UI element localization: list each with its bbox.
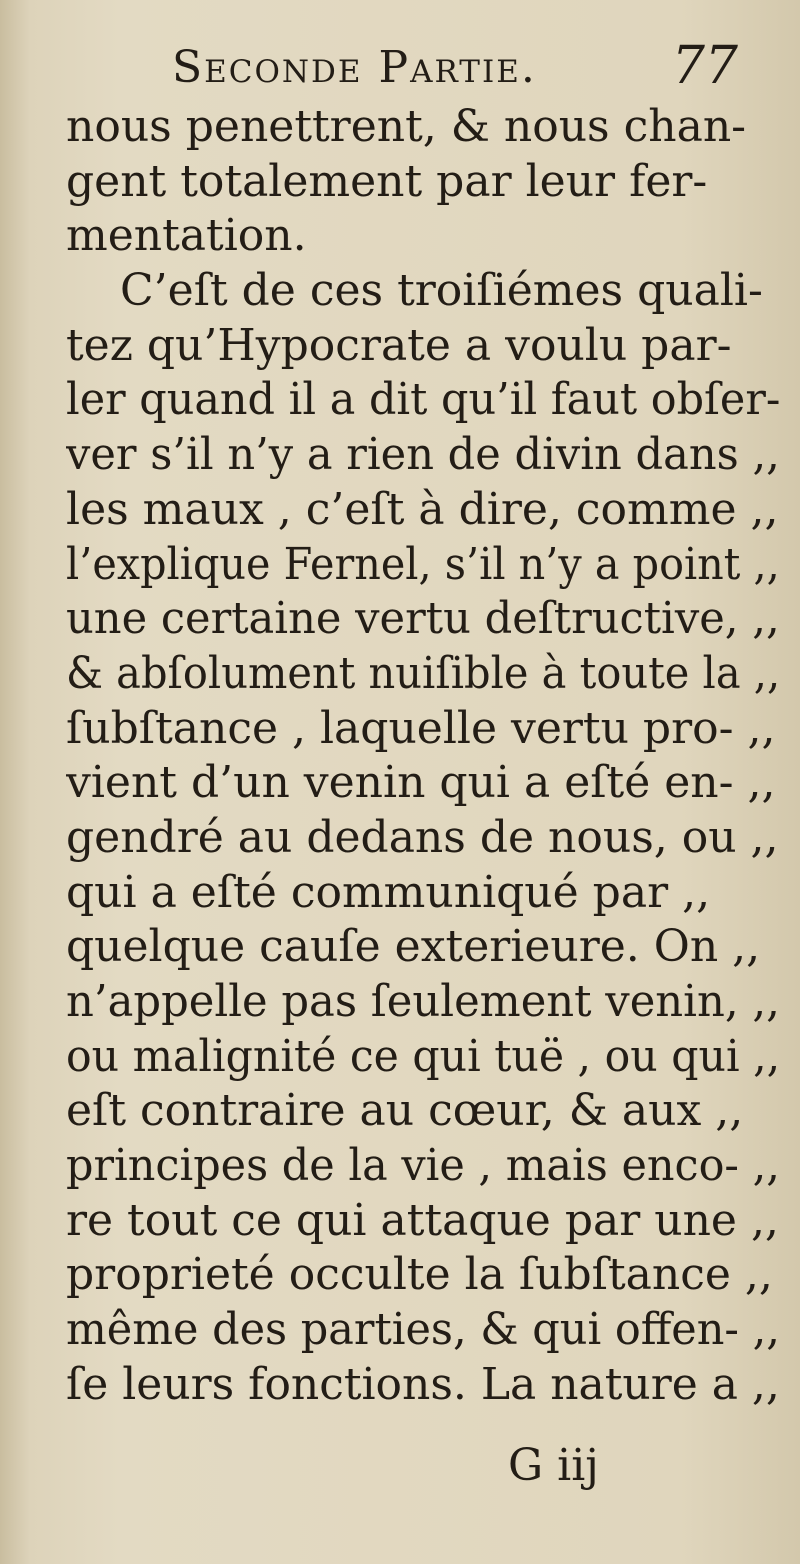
text-line xyxy=(66,319,786,374)
text-line-content: ler quand il a dit qu’il faut obſer- xyxy=(66,374,781,426)
text-line xyxy=(66,428,786,483)
text-line xyxy=(66,538,786,593)
text-line xyxy=(66,155,786,210)
text-line-content: les maux , c’eſt à dire, comme ,, xyxy=(66,483,779,535)
text-line-content: mentation. xyxy=(66,210,307,262)
text-line xyxy=(66,100,786,155)
text-line-content: gendré au dedans de nous, ou ,, xyxy=(66,811,779,863)
text-line-content: tez qu’Hypocrate a voulu par- xyxy=(66,319,732,371)
text-line xyxy=(66,1303,786,1358)
text-line xyxy=(66,1358,786,1413)
text-line-content: & abſolument nuiſible à toute la ,, xyxy=(66,647,781,699)
text-line xyxy=(66,920,786,975)
text-line-content: qui a eſté communiqué par ,, xyxy=(66,866,711,918)
text-line-content: ſe leurs fonctions. La nature a ,, xyxy=(66,1358,780,1410)
text-line xyxy=(66,975,786,1030)
text-line-content: eſt contraire au cœur, & aux ,, xyxy=(66,1085,744,1137)
text-line xyxy=(66,756,786,811)
text-line xyxy=(66,592,786,647)
text-line-content: nous penettrent, & nous chan- xyxy=(66,101,747,152)
text-line xyxy=(66,373,786,428)
text-line xyxy=(66,1248,786,1303)
text-line-content: une certaine vertu deſtructive, ,, xyxy=(66,593,780,645)
page-header xyxy=(172,36,742,100)
text-line-content: ſubſtance , laquelle vertu pro- ,, xyxy=(66,702,776,754)
text-line-content: n’appelle pas ſeulement venin, ,, xyxy=(66,976,780,1027)
text-line xyxy=(66,811,786,866)
text-line-content: ver s’il n’y a rien de divin dans ,, xyxy=(66,429,780,481)
text-line-content: vient d’un venin qui a eſté en- ,, xyxy=(66,757,776,809)
text-line xyxy=(66,647,786,702)
text-line xyxy=(66,1194,786,1249)
text-line xyxy=(66,702,786,757)
text-line xyxy=(66,1084,786,1139)
text-line-content: principes de la vie , mais enco- ,, xyxy=(66,1140,780,1192)
page-number: 77 xyxy=(671,36,738,96)
body-text xyxy=(66,100,786,1413)
signature-mark: G iij xyxy=(508,1440,599,1491)
text-line xyxy=(66,1139,786,1194)
text-line-content: quelque cauſe exterieure. On ,, xyxy=(66,921,761,973)
running-head: Seconde Partie. xyxy=(172,42,537,93)
text-line-content: re tout ce qui attaque par une ,, xyxy=(66,1194,779,1246)
text-line xyxy=(66,264,786,319)
text-line xyxy=(66,483,786,538)
text-line xyxy=(66,209,786,264)
text-line-content: l’explique Fernel, s’il n’y a point ,, xyxy=(66,538,780,590)
text-line-content: ou malignité ce qui tuë , ou qui ,, xyxy=(66,1030,781,1082)
text-line xyxy=(66,1030,786,1085)
text-line xyxy=(66,866,786,921)
text-line-content: gent totalement par leur fer- xyxy=(66,155,708,207)
text-line-content: même des parties, & qui offen- ,, xyxy=(66,1304,780,1356)
text-line-content: C’eſt de ces troiſiémes quali- xyxy=(120,265,763,317)
text-line-content: proprieté occulte la ſubſtance ,, xyxy=(66,1249,773,1301)
